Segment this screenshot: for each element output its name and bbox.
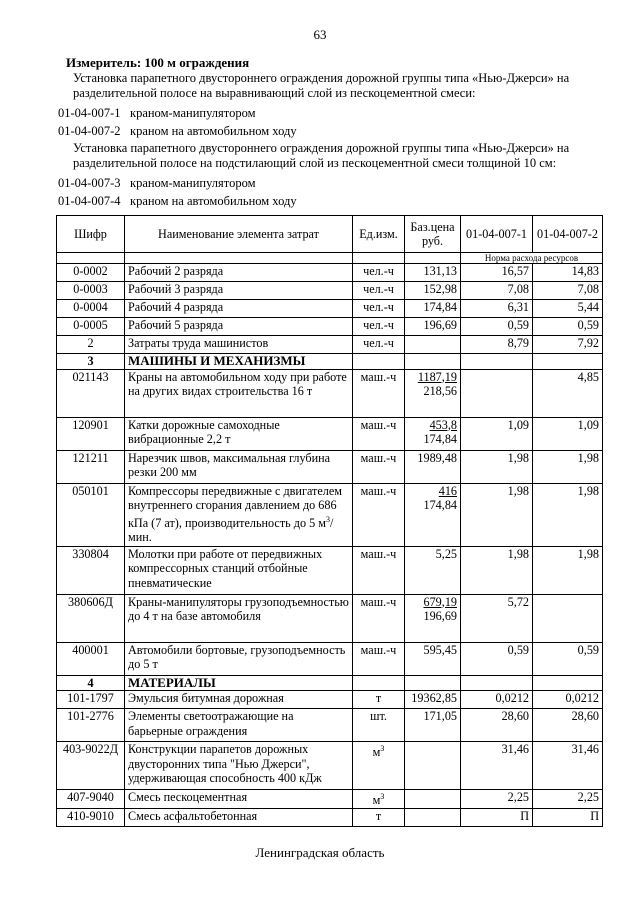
cell-code: 0-0002 (57, 264, 125, 282)
cell-unit (353, 642, 405, 675)
cell-code: 0-0004 (57, 300, 125, 318)
cell-name (125, 450, 353, 483)
cell-code: 410-9010 (57, 808, 125, 826)
cell-empty (405, 354, 461, 370)
cell-value-1: 0,59 (461, 318, 533, 336)
table-row (57, 642, 603, 675)
cell-name (125, 790, 353, 809)
cell-name (125, 369, 353, 417)
price-value: 131,13 (423, 264, 457, 278)
header-name: Наименование элемента затрат (125, 216, 353, 253)
item-line (58, 106, 256, 121)
name-text: Затраты труда машинистов (128, 336, 269, 350)
unit-text: маш.-ч (360, 450, 397, 465)
cell-value-1: П (461, 808, 533, 826)
cell-value-1: 0,59 (461, 642, 533, 675)
page-number: 63 (313, 27, 327, 42)
price-value-2: 174,84 (423, 498, 457, 512)
item-code: 01-04-007-2 (58, 124, 121, 138)
cell-value-2: 1,09 (533, 417, 603, 450)
name-text: Рабочий 4 разряда (128, 300, 224, 314)
cell-value-2 (533, 594, 603, 642)
table-row (57, 318, 603, 336)
cell-value-2: П (533, 808, 603, 826)
table-row (57, 546, 603, 594)
cell-empty (353, 354, 405, 370)
cell-value-1: 1,98 (461, 546, 533, 594)
item-text: краном на автомобильном ходу (130, 194, 297, 208)
cell-price (405, 318, 461, 336)
cell-unit (353, 808, 405, 826)
table-row (57, 264, 603, 282)
cell-empty (533, 354, 603, 370)
price-value: 196,69 (423, 318, 457, 332)
cell-code: 4 (57, 675, 125, 691)
cell-name (125, 282, 353, 300)
cell-name (125, 483, 353, 546)
unit-text: маш.-ч (360, 594, 397, 609)
price-value: 19362,85 (411, 691, 457, 705)
section-title: МАШИНЫ И МЕХАНИЗМЫ (125, 354, 353, 370)
unit-text: маш.-ч (360, 483, 397, 498)
cell-unit (353, 336, 405, 354)
unit-sup: 3 (380, 744, 385, 753)
cell-price (405, 742, 461, 790)
item-line (58, 194, 297, 209)
cell-empty (461, 354, 533, 370)
cell-value-2: 7,08 (533, 282, 603, 300)
table-row (57, 300, 603, 318)
item-text: краном-манипулятором (130, 106, 256, 120)
table-row (57, 675, 603, 691)
unit-text: маш.-ч (360, 642, 397, 657)
table-row (57, 336, 603, 354)
cell-price (405, 483, 461, 546)
meter-heading: Измеритель: 100 м ограждения (66, 55, 250, 70)
cell-empty (461, 675, 533, 691)
cell-code: 380606Д (57, 594, 125, 642)
cell-price (405, 282, 461, 300)
price-value: 1989,48 (417, 450, 457, 465)
cell-value-1: 31,46 (461, 742, 533, 790)
cell-name (125, 709, 353, 742)
cell-code: 021143 (57, 369, 125, 417)
table-row (57, 790, 603, 809)
cell-price (405, 417, 461, 450)
cell-name (125, 417, 353, 450)
cell-unit (353, 282, 405, 300)
cell-empty (533, 675, 603, 691)
unit-text: т (375, 691, 382, 705)
cell-code: 121211 (57, 450, 125, 483)
cell-code: 330804 (57, 546, 125, 594)
price-value: 5,25 (435, 546, 457, 561)
item-code: 01-04-007-4 (58, 194, 121, 208)
cell-code: 120901 (57, 417, 125, 450)
unit-text: маш.-ч (360, 369, 397, 384)
price-value: 416 (438, 483, 457, 498)
price-value: 679,19 (423, 594, 457, 609)
unit-text: чел.-ч (363, 282, 394, 296)
price-value: 1187,19 (417, 369, 457, 384)
cell-price (405, 546, 461, 594)
cell-price (405, 594, 461, 642)
unit-text: шт. (370, 709, 387, 723)
norm-row (57, 253, 603, 264)
price-value: 174,84 (423, 300, 457, 314)
cell-name (125, 300, 353, 318)
cell-value-1: 0,0212 (461, 691, 533, 709)
cell-unit (353, 546, 405, 594)
name-text: Автомобили бортовые, грузоподъемность до 5 т (128, 642, 346, 671)
cell-value-2: 14,83 (533, 264, 603, 282)
cell-value-1: 6,31 (461, 300, 533, 318)
table-row (57, 691, 603, 709)
cell-value-1 (461, 369, 533, 417)
cell-unit (353, 264, 405, 282)
header-unit: Ед.изм. (353, 216, 405, 253)
cell-value-2: 1,98 (533, 450, 603, 483)
table-header-row (57, 216, 603, 253)
unit-text: чел.-ч (363, 300, 394, 314)
cell-value-1: 1,98 (461, 483, 533, 546)
cell-code: 0-0003 (57, 282, 125, 300)
norm-label: Норма расхода ресурсов (461, 253, 603, 264)
name-text: Катки дорожные самоходные вибрационные 2,2 т (128, 417, 280, 446)
name-text: Молотки при работе от передвижных компрессорных станций отбойные пневматические (128, 546, 323, 590)
cell-value-1: 2,25 (461, 790, 533, 809)
table-row (57, 282, 603, 300)
cell-value-2: 0,59 (533, 318, 603, 336)
cell-unit (353, 450, 405, 483)
unit-text: маш.-ч (360, 546, 397, 561)
cell-value-2: 0,59 (533, 642, 603, 675)
cell-unit (353, 483, 405, 546)
unit-text: чел.-ч (363, 336, 394, 350)
unit-text: т (375, 808, 382, 823)
table-row (57, 808, 603, 826)
cell-name (125, 642, 353, 675)
cell-value-1: 16,57 (461, 264, 533, 282)
item-code: 01-04-007-3 (58, 176, 121, 190)
cell-value-2: 1,98 (533, 546, 603, 594)
name-text: Смесь асфальтобетонная (128, 808, 258, 823)
table-row (57, 450, 603, 483)
section-title: МАТЕРИАЛЫ (125, 675, 353, 691)
cell-code: 403-9022Д (57, 742, 125, 790)
table-row (57, 594, 603, 642)
price-value-2: 218,56 (423, 384, 457, 398)
name-text: Рабочий 2 разряда (128, 264, 224, 278)
cell-value-1: 5,72 (461, 594, 533, 642)
cell-value-2: 28,60 (533, 709, 603, 742)
name-text: Рабочий 5 разряда (128, 318, 224, 332)
paragraph-1: Установка парапетного двустороннего ограждения дорожной группы типа «Нью-Джерси» на разделительной полосе на выравнивающий слой из пескоцементной смеси: (73, 71, 570, 100)
cell-value-2: 7,92 (533, 336, 603, 354)
cell-unit (353, 594, 405, 642)
price-value: 152,98 (423, 282, 457, 296)
cell-name (125, 808, 353, 826)
cell-name (125, 691, 353, 709)
cell-value-1: 8,79 (461, 336, 533, 354)
item-text: краном на автомобильном ходу (130, 124, 297, 138)
table-row (57, 417, 603, 450)
cell-price (405, 691, 461, 709)
cell-code: 3 (57, 354, 125, 370)
cell-price (405, 369, 461, 417)
table-row (57, 709, 603, 742)
cell-price (405, 336, 461, 354)
unit-text: маш.-ч (360, 417, 397, 432)
cell-price (405, 264, 461, 282)
unit-text: м (372, 793, 381, 808)
header-col2: 01-04-007-2 (533, 216, 603, 253)
name-text: Эмульсия битумная дорожная (128, 691, 284, 705)
name-text: Компрессоры передвижные с двигателем внутреннего сгорания давлением до 686 кПа (7 ат), производительность до 5 м (128, 483, 342, 530)
paragraph-2: Установка парапетного двустороннего ограждения дорожной группы типа «Нью-Джерси» на разделительной полосе на подстилающий слой из пескоцементной смеси толщиной 10 см: (73, 141, 570, 170)
cell-empty (353, 675, 405, 691)
cell-code: 2 (57, 336, 125, 354)
price-value: 595,45 (423, 642, 457, 657)
cell-name (125, 546, 353, 594)
cell-code: 407-9040 (57, 790, 125, 809)
cell-price (405, 642, 461, 675)
cell-unit (353, 709, 405, 742)
header-code: Шифр (57, 216, 125, 253)
table-row (57, 742, 603, 790)
cell-value-2: 5,44 (533, 300, 603, 318)
price-value: 453,8 (429, 417, 457, 432)
cell-unit (353, 417, 405, 450)
cell-code: 050101 (57, 483, 125, 546)
price-value-2: 196,69 (423, 609, 457, 623)
name-text: Рабочий 3 разряда (128, 282, 224, 296)
name-text: Краны-манипуляторы грузоподъемностью до 4 т на базе автомобиля (128, 594, 349, 623)
item-code: 01-04-007-1 (58, 106, 121, 120)
unit-sup: 3 (380, 792, 385, 801)
item-text: краном-манипулятором (130, 176, 256, 190)
name-text: Нарезчик швов, максимальная глубина резки 200 мм (128, 450, 331, 479)
name-tail: /мин. (128, 515, 334, 545)
cell-code: 101-1797 (57, 691, 125, 709)
header-price: Баз.цена руб. (405, 216, 461, 253)
cell-value-1: 1,09 (461, 417, 533, 450)
name-sup: 3 (325, 514, 330, 524)
table-row (57, 369, 603, 417)
cell-value-2: 1,98 (533, 483, 603, 546)
price-value-2: 174,84 (423, 432, 457, 446)
cell-price (405, 790, 461, 809)
name-text: Краны на автомобильном ходу при работе на других видах строительства 16 т (128, 369, 347, 398)
cell-price (405, 808, 461, 826)
resource-table (56, 215, 603, 827)
cell-unit (353, 369, 405, 417)
unit-text: м (372, 745, 381, 760)
cell-name (125, 336, 353, 354)
cell-value-1: 28,60 (461, 709, 533, 742)
cell-value-2: 31,46 (533, 742, 603, 790)
price-value: 171,05 (423, 709, 457, 723)
cell-value-2: 2,25 (533, 790, 603, 809)
unit-text: чел.-ч (363, 318, 394, 332)
name-text: Конструкции парапетов дорожных двусторонних типа "Нью Джерси", удерживающая способность 400 кДж (128, 742, 322, 785)
header-col1: 01-04-007-1 (461, 216, 533, 253)
cell-unit (353, 300, 405, 318)
cell-name (125, 742, 353, 790)
cell-unit (353, 691, 405, 709)
cell-value-2: 4,85 (533, 369, 603, 417)
cell-name (125, 264, 353, 282)
item-line (58, 124, 297, 139)
footer-region: Ленинградская область (255, 845, 385, 860)
name-text: Элементы светоотражающие на барьерные ограждения (128, 709, 294, 738)
cell-name (125, 318, 353, 336)
unit-text: чел.-ч (363, 264, 394, 278)
cell-code: 400001 (57, 642, 125, 675)
cell-unit (353, 318, 405, 336)
cell-code: 0-0005 (57, 318, 125, 336)
cell-value-1: 7,08 (461, 282, 533, 300)
cell-price (405, 300, 461, 318)
cell-price (405, 709, 461, 742)
cell-value-1: 1,98 (461, 450, 533, 483)
table-row (57, 483, 603, 546)
cell-unit (353, 742, 405, 790)
item-line (58, 176, 256, 191)
table-row (57, 354, 603, 370)
cell-value-2: 0,0212 (533, 691, 603, 709)
cell-code: 101-2776 (57, 709, 125, 742)
cell-empty (405, 675, 461, 691)
name-text: Смесь пескоцементная (128, 790, 248, 804)
cell-unit (353, 790, 405, 809)
cell-price (405, 450, 461, 483)
cell-name (125, 594, 353, 642)
